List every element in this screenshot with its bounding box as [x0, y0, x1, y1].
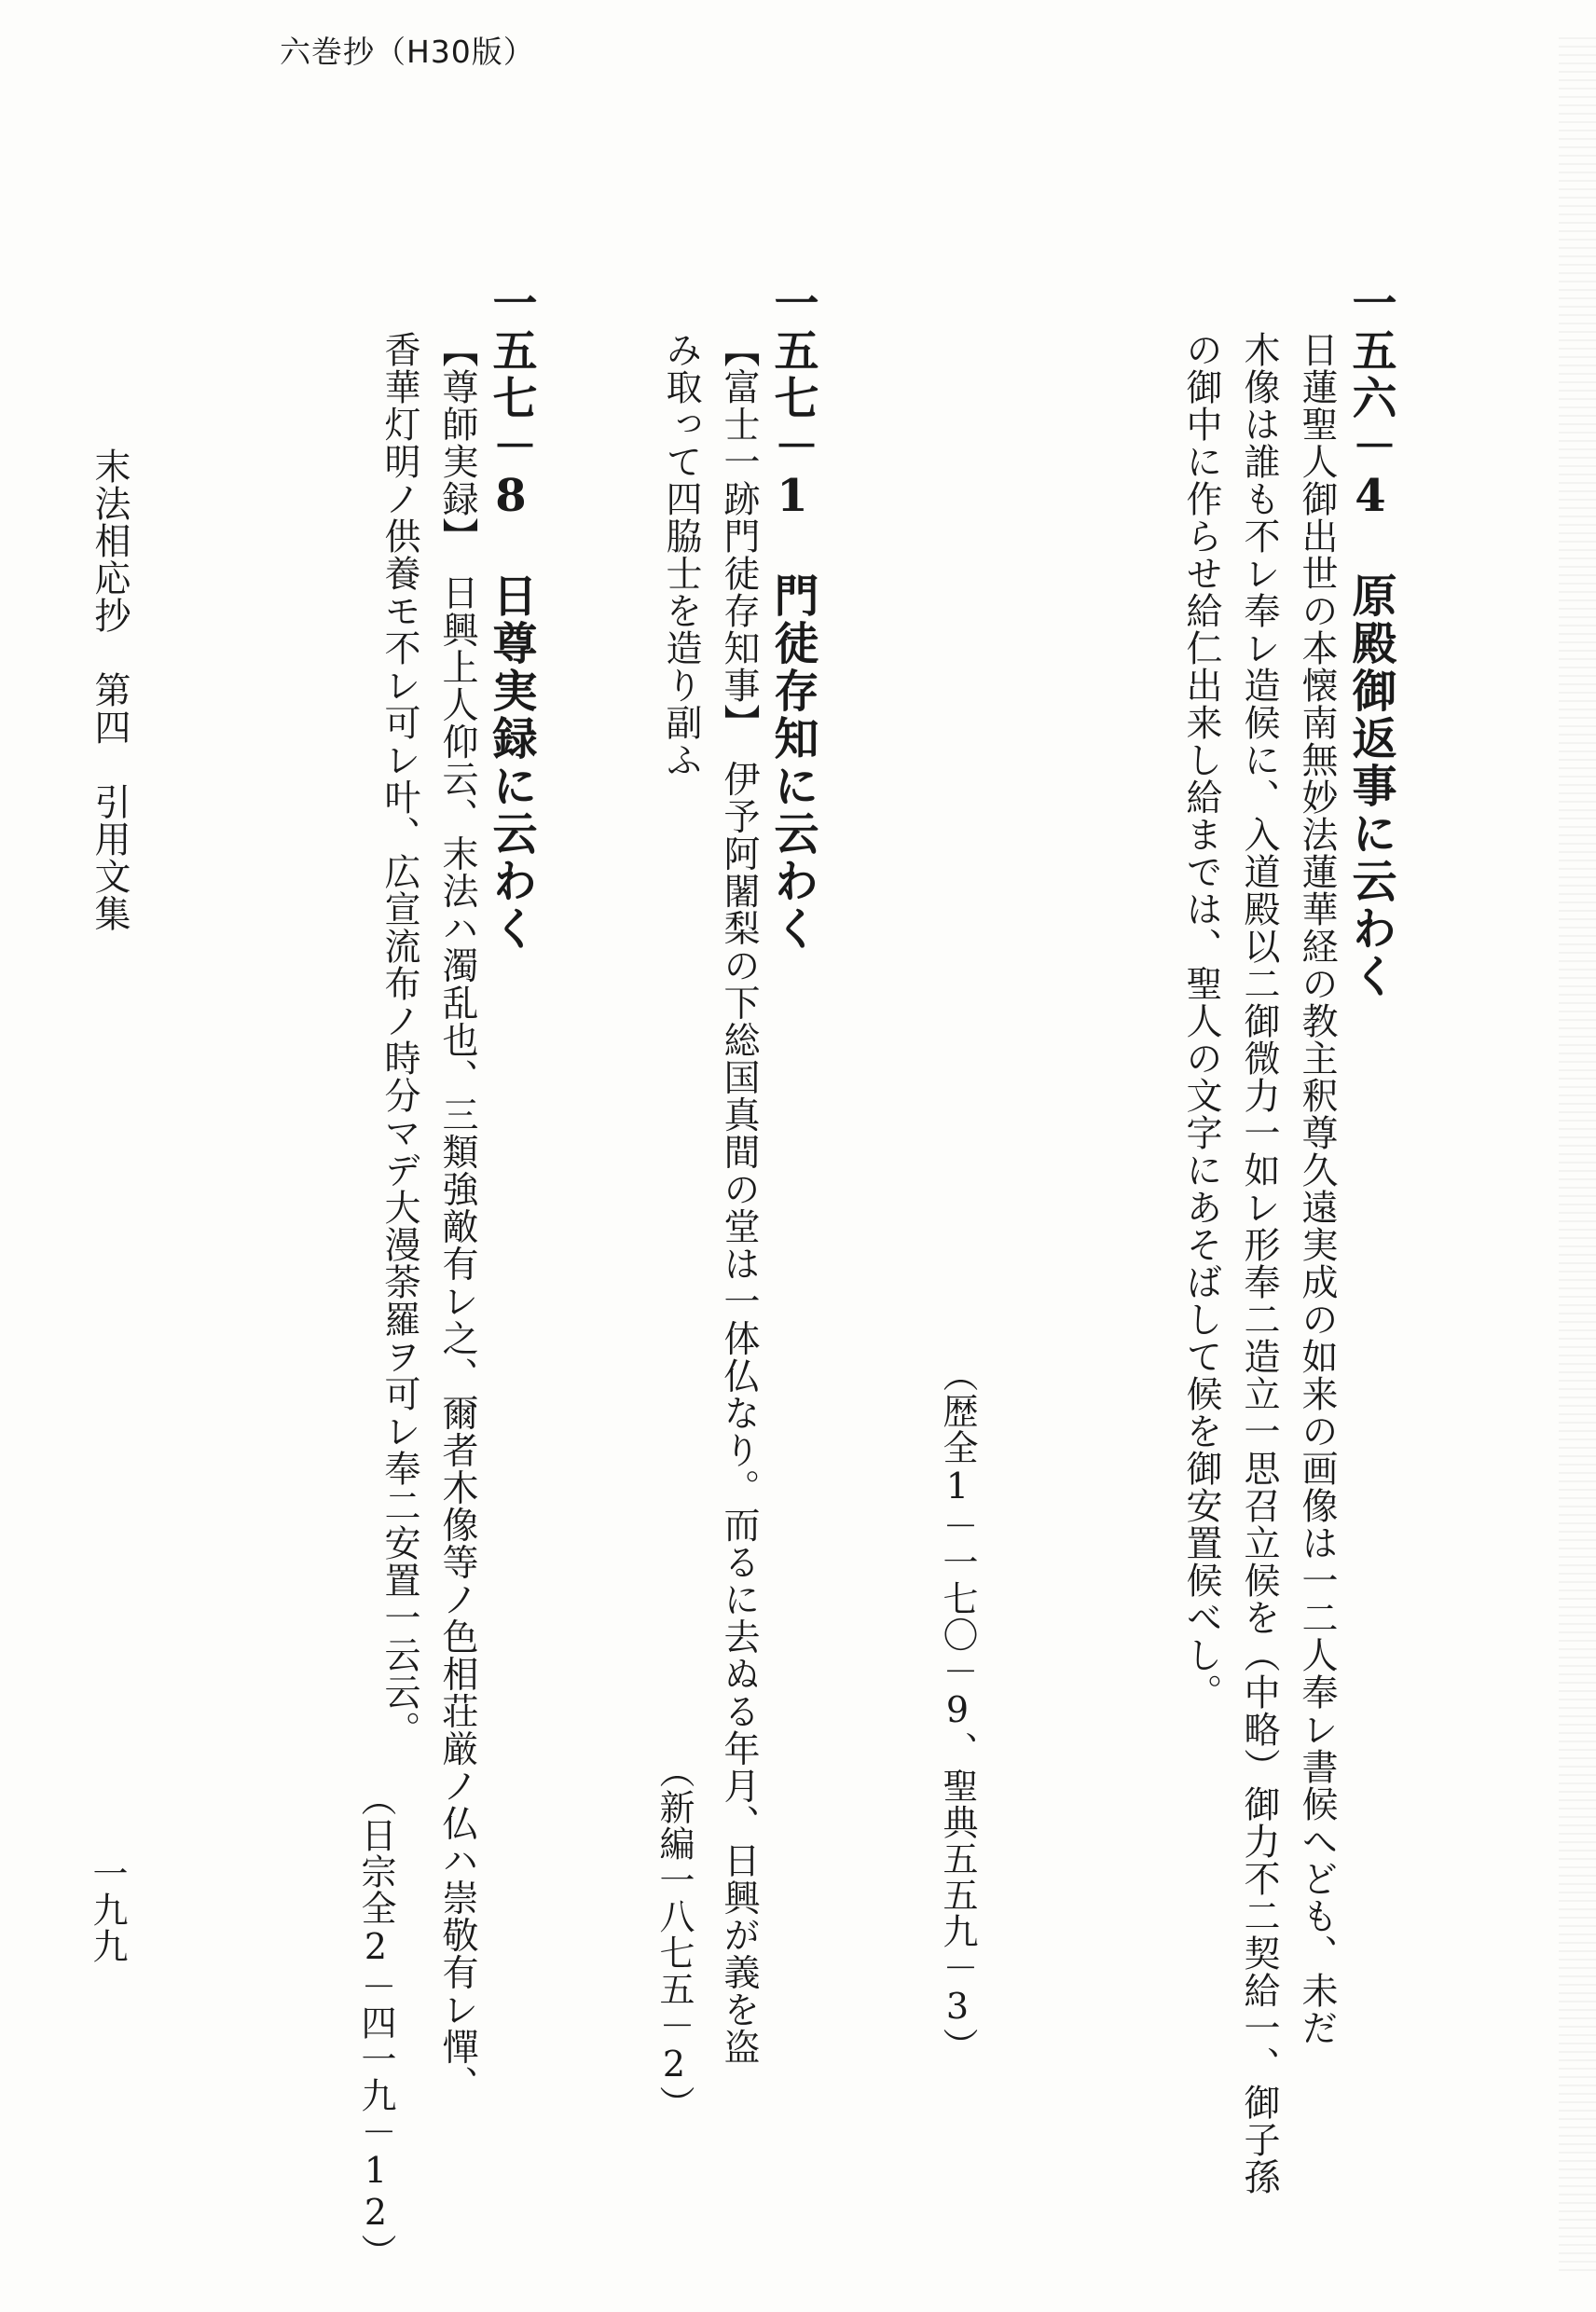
page-number: 一九九: [87, 1855, 128, 1964]
section-156-4-line-2: 木像は誰も不レ奉レ造候に、入道殿以二御微力一如レ形奉二造立一思召立候を（中略）御力不二契給一、御子孫: [1238, 331, 1280, 2195]
section-157-8-line-1: 【尊師実録】 日興上人仰云、末法ハ濁乱也、三類強敵有レ之、爾者木像等ノ色相荘厳ノ仏ハ崇敬有レ憚、: [436, 331, 478, 2103]
section-157-8-citation: （日宗全2－四一九－12）: [355, 1781, 396, 2270]
section-156-4-line-1: 日蓮聖人御出世の本懐南無妙法蓮華経の教主釈尊久遠実成の如来の画像は一二人奉レ書候へども、未だ: [1296, 331, 1338, 2046]
section-156-4-line-3: の御中に作らせ給仁出来し給までは、聖人の文字にあそばして候を御安置候べし。: [1180, 331, 1222, 1711]
section-157-1-line-1: 【富士一跡門徒存知事】 伊予阿闍梨の下総国真間の堂は一体仏なり。而るに去ぬる年月、日興が義を盗: [718, 331, 760, 2066]
section-157-1-citation: （新編一八七五－2）: [654, 1753, 695, 2122]
section-heading-157-8: 一五七－8 日尊実録に云わく: [485, 280, 537, 953]
scan-edge-noise: [1559, 37, 1596, 2275]
book-footer: 末法相応抄 第四 引用文集: [89, 447, 131, 932]
section-heading-157-1: 一五七－1 門徒存知に云わく: [766, 280, 819, 953]
running-header: 六巻抄（H30版）: [280, 34, 535, 70]
section-156-4-citation-text: （歴全1－一七〇－9、聖典五五九－3）: [937, 1356, 978, 2064]
section-157-1-line-2: み取って四脇士を造り副ふ: [660, 331, 702, 778]
section-157-8-line-2: 香華灯明ノ供養モ不レ可レ叶、広宣流布ノ時分マデ大漫荼羅ヲ可レ奉二安置一云云。: [378, 331, 420, 1748]
section-heading-156-4: 一五六－4 原殿御返事に云わく: [1344, 280, 1396, 1000]
